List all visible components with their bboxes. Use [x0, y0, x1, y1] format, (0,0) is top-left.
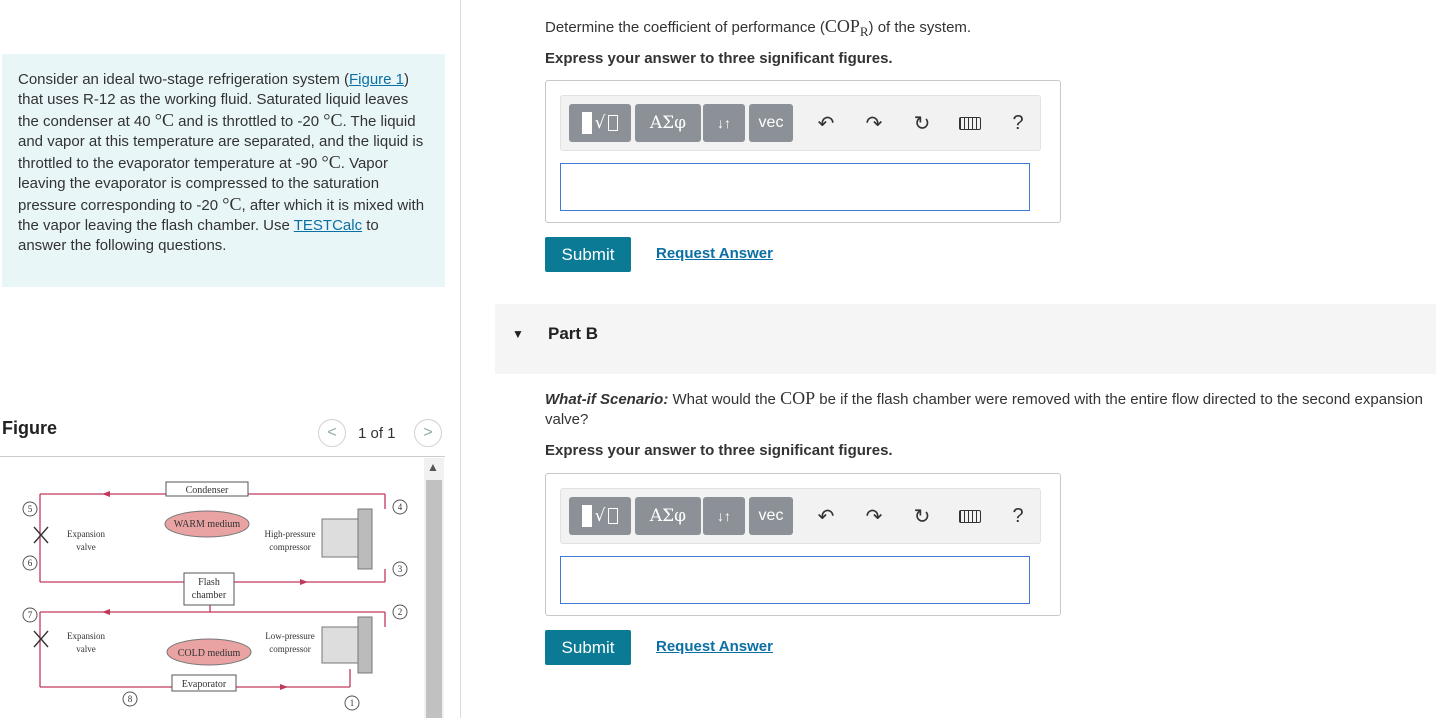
- problem-text: Consider an ideal two-stage refrigeration system (: [18, 71, 349, 88]
- part-a-submit-button[interactable]: Submit: [545, 237, 631, 272]
- cop-symbol: COP: [780, 388, 816, 408]
- vector-button[interactable]: vec: [749, 104, 793, 142]
- problem-text: , after which it is mixed with the vapor leaving the flash chamber. Use: [18, 197, 425, 234]
- problem-text: to answer the following questions.: [18, 217, 379, 254]
- scrollbar-thumb[interactable]: [426, 480, 442, 718]
- panel-divider: [460, 0, 461, 718]
- problem-text: . The liquid and vapor at this temperature are separated, and the liquid is throttled to the evaporator temperature at -90: [18, 113, 424, 172]
- figure-title: Figure: [2, 418, 58, 438]
- expansion-valve-label: valve: [76, 542, 96, 552]
- part-b-question: What-if Scenario: What would the COP be if the flash chamber were removed with the entire flow directed to the second expansion valve?: [545, 388, 1423, 428]
- template-button[interactable]: [569, 497, 631, 535]
- svg-text:5: 5: [27, 504, 33, 514]
- svg-text:7: 7: [27, 610, 33, 620]
- svg-text:4: 4: [397, 502, 403, 512]
- chevron-right-icon: >: [423, 424, 433, 441]
- part-b-label[interactable]: Part B: [548, 324, 599, 343]
- keyboard-icon[interactable]: [957, 503, 983, 529]
- lp-compressor-label: compressor: [269, 644, 311, 654]
- part-b-header[interactable]: [495, 304, 1436, 374]
- svg-text:2: 2: [397, 607, 403, 617]
- redo-icon[interactable]: ↷: [865, 505, 883, 528]
- greek-symbols-button[interactable]: ΑΣφ: [635, 497, 701, 535]
- keyboard-icon[interactable]: [957, 110, 983, 136]
- hp-compressor-label: High-pressure: [264, 529, 316, 539]
- next-figure-button[interactable]: [414, 419, 442, 447]
- part-a-answer-box: [545, 80, 1061, 223]
- chevron-left-icon: <: [327, 424, 337, 441]
- sub-sup-button[interactable]: ↓↑: [703, 104, 745, 142]
- template-button[interactable]: [569, 104, 631, 142]
- figure-counter: 1 of 1: [358, 425, 396, 442]
- expansion-valve-label: Expansion: [67, 631, 105, 641]
- caret-down-icon[interactable]: ▼: [512, 327, 524, 341]
- figure-link[interactable]: Figure 1: [348, 71, 405, 88]
- refrigeration-diagram: [0, 457, 424, 719]
- svg-text:8: 8: [127, 694, 133, 704]
- cold-medium-label: COLD medium: [177, 648, 241, 659]
- reset-icon[interactable]: ↻: [913, 505, 931, 528]
- chevron-up-icon[interactable]: ▲: [427, 460, 439, 474]
- reset-icon[interactable]: ↻: [913, 112, 931, 135]
- prev-figure-button[interactable]: [318, 419, 346, 447]
- part-b-request-answer-link[interactable]: Request Answer: [656, 638, 773, 655]
- undo-icon[interactable]: ↶: [817, 505, 835, 528]
- part-b-answer-input[interactable]: [560, 556, 1030, 604]
- part-b-submit-button[interactable]: Submit: [545, 630, 631, 665]
- unit: °C: [321, 152, 341, 172]
- part-a-question: Determine the coefficient of performance $(COP_R)$ of the system.: [545, 16, 972, 39]
- fraction-root-icon: √: [582, 112, 619, 134]
- lp-compressor-label: Low-pressure: [265, 631, 315, 641]
- part-b-answer-box: [545, 473, 1061, 616]
- unit: °C: [154, 110, 174, 130]
- fraction-root-icon: √: [582, 505, 619, 527]
- undo-icon[interactable]: ↶: [817, 112, 835, 135]
- math-toolbar: [560, 488, 1041, 544]
- vector-button[interactable]: vec: [749, 497, 793, 535]
- svg-text:1: 1: [349, 698, 355, 708]
- expansion-valve-label: valve: [76, 644, 96, 654]
- redo-icon[interactable]: ↷: [865, 112, 883, 135]
- problem-statement: [2, 54, 445, 287]
- evaporator-label: Evaporator: [181, 679, 227, 690]
- flash-chamber-label: chamber: [191, 590, 227, 601]
- problem-text: and is throttled to -20: [173, 113, 324, 130]
- flash-chamber-label: Flash: [198, 577, 220, 588]
- part-a-request-answer-link[interactable]: Request Answer: [656, 245, 773, 262]
- problem-text: ) that uses R-12 as the working fluid. Saturated liquid leaves the condenser at 40: [18, 71, 410, 130]
- svg-text:3: 3: [397, 564, 403, 574]
- hp-compressor-label: compressor: [269, 542, 311, 552]
- figure-viewer: [0, 456, 445, 719]
- math-toolbar: [560, 95, 1041, 151]
- problem-text: . Vapor leaving the evaporator is compressed to the saturation pressure corresponding to -20: [18, 155, 388, 214]
- warm-medium-label: WARM medium: [173, 519, 241, 530]
- part-a-answer-input[interactable]: [560, 163, 1030, 211]
- svg-text:6: 6: [27, 558, 33, 568]
- testcalc-link[interactable]: TESTCalc: [293, 217, 363, 234]
- condenser-label: Condenser: [185, 485, 229, 496]
- sub-sup-button[interactable]: ↓↑: [703, 497, 745, 535]
- help-icon[interactable]: ?: [1012, 111, 1024, 134]
- part-b-instruction: Express your answer to three significant figures.: [545, 442, 893, 459]
- unit: °C: [222, 194, 242, 214]
- cop-symbol: COP: [824, 16, 860, 36]
- part-a-instruction: Express your answer to three significant figures.: [545, 50, 893, 67]
- help-icon[interactable]: ?: [1012, 504, 1024, 527]
- greek-symbols-button[interactable]: ΑΣφ: [635, 104, 701, 142]
- unit: °C: [323, 110, 343, 130]
- expansion-valve-label: Expansion: [67, 529, 105, 539]
